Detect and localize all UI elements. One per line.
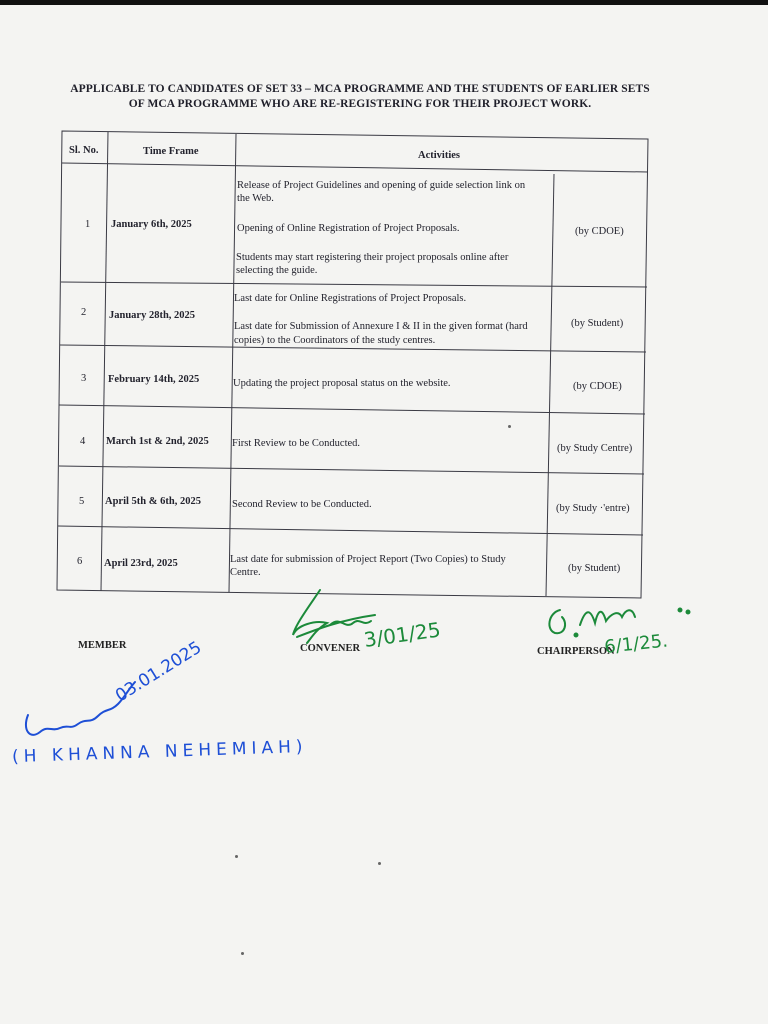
member-date: 03.01.2025	[112, 637, 206, 707]
row-1-activity-line: Students may start registering their project proposals online after	[236, 252, 509, 263]
document-heading	[70, 82, 650, 112]
chairperson-date: 6/1/25.	[603, 630, 669, 658]
row-6-responsible: (by Student)	[568, 563, 621, 574]
row-4-activity-line: First Review to be Conducted.	[232, 438, 361, 449]
scan-speck	[508, 425, 511, 428]
convener-date: 3/01/25	[362, 617, 443, 652]
row-2-activity-line: Last date for Submission of Annexure I & II in the given format (hard	[234, 321, 528, 332]
row-1-activity-line: Release of Project Guidelines and opening of guide selection link on	[237, 180, 526, 191]
row-1-date: January 6th, 2025	[111, 219, 192, 230]
row-6-activity-line: Centre.	[230, 567, 261, 578]
row-4-date: March 1st & 2nd, 2025	[106, 436, 209, 447]
row-5-sl: 5	[79, 496, 85, 507]
row-5-activity-line: Second Review to be Conducted.	[232, 499, 372, 510]
header-time-frame: Time Frame	[143, 146, 199, 157]
convener-label: CONVENER	[300, 643, 361, 654]
row-6-sl: 6	[77, 556, 83, 567]
heading-line-2: OF MCA PROGRAMME WHO ARE RE-REGISTERING FOR THEIR PROJECT WORK.	[128, 98, 592, 110]
row-1-activity-line: the Web.	[237, 193, 274, 204]
member-name-handwritten: (H KHANNA NEHEMIAH)	[11, 736, 308, 768]
row-2-date: January 28th, 2025	[109, 310, 196, 321]
header-sl-no: Sl. No.	[69, 145, 99, 156]
scan-top-edge	[0, 0, 768, 5]
row-4-sl: 4	[80, 436, 86, 447]
row-3-responsible: (by CDOE)	[573, 381, 622, 392]
scan-speck	[378, 862, 381, 865]
row-1-sl: 1	[85, 219, 91, 230]
row-1-activity-line: selecting the guide.	[236, 265, 318, 276]
header-activities: Activities	[418, 150, 460, 161]
chairperson-label: CHAIRPERSON	[537, 646, 615, 657]
chairperson-signature	[540, 595, 720, 670]
row-3-sl: 3	[81, 373, 87, 384]
row-3-date: February 14th, 2025	[108, 374, 200, 385]
member-label: MEMBER	[78, 640, 127, 651]
row-1-responsible: (by CDOE)	[575, 226, 624, 237]
member-signature	[10, 620, 250, 760]
row-5-responsible: (by Study ·'entre)	[556, 503, 630, 514]
row-2-activity-line: copies) to the Coordinators of the study centres.	[234, 335, 436, 346]
scan-speck	[241, 952, 244, 955]
scan-speck	[235, 855, 238, 858]
row-3-activity-line: Updating the project proposal status on the website.	[233, 378, 451, 389]
heading-line-1: APPLICABLE TO CANDIDATES OF SET 33 – MCA PROGRAMME AND THE STUDENTS OF EARLIER SETS	[70, 83, 650, 95]
row-1-activity-line: Opening of Online Registration of Project Proposals.	[237, 223, 460, 234]
row-6-date: April 23rd, 2025	[104, 558, 178, 569]
row-2-activity-line: Last date for Online Registrations of Project Proposals.	[234, 293, 467, 304]
row-2-responsible: (by Student)	[571, 318, 624, 329]
row-2-sl: 2	[81, 307, 87, 318]
row-6-activity-line: Last date for submission of Project Report (Two Copies) to Study	[230, 554, 506, 565]
row-4-responsible: (by Study Centre)	[557, 443, 633, 454]
row-5-date: April 5th & 6th, 2025	[105, 496, 201, 507]
